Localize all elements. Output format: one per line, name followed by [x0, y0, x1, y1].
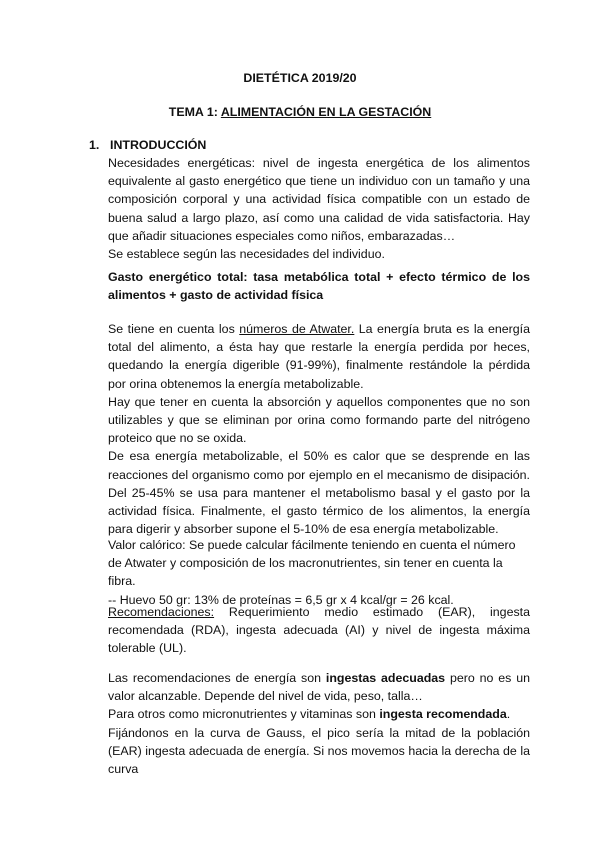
gasto-heading: Gasto energético total: tasa metabólica total + efecto térmico de los alimentos + gasto de actividad física — [108, 270, 530, 303]
valor-paragraph: Valor calórico: Se puede calcular fácilmente teniendo en cuenta el número de Atwater y composición de los macronutrientes, sin tener en cuenta la fibra. — [108, 538, 516, 589]
intro-block — [108, 154, 530, 263]
ingestas-block — [108, 669, 530, 778]
topic-prefix: TEMA 1: — [168, 105, 221, 119]
topic-title — [0, 105, 600, 119]
absorcion-paragraph: Hay que tener en cuenta la absorción y aquellos componentes que no son utilizables y que se eliminan por orina como formando parte del nitrógeno proteico que no se oxida. — [108, 394, 530, 446]
recomendaciones-text: Requerimiento medio estimado (EAR), ingesta recomendada (RDA), ingesta adecuada (AI) y nivel de ingesta máxima tolerable (UL). — [108, 605, 530, 656]
metabolizable-paragraph: De esa energía metabolizable, el 50% es calor que se desprende en las reacciones del organismo como por ejemplo en el mecanismo de disipación. Del 25-45% se usa para mantener el metabolismo basal y el gasto por la actividad física. Finalmente, el gasto térmico de los alimentos, la energía para digerir y absorber supone el 5-10% de esa energía metabolizable. — [108, 449, 530, 537]
intro-note: Se establece según las necesidades del individuo. — [108, 247, 385, 262]
energia-paragraph — [108, 669, 530, 705]
recomendaciones-label: Recomendaciones: — [108, 605, 215, 619]
section-title: INTRODUCCIÓN — [110, 138, 207, 152]
energia-pre: Las recomendaciones de energía son — [108, 671, 326, 685]
atwater-pre: Se tiene en cuenta los — [108, 322, 240, 336]
atwater-post: La energía bruta es la energía total del alimento, a ésta hay que restarle la energía perdida por heces, quedando la energía digerible (91-99%), finalmente restándole la pérdida por orina obtenemos la energía metabolizable. — [108, 322, 531, 391]
topic-name: ALIMENTACIÓN EN LA GESTACIÓN — [220, 105, 432, 119]
micro-pre: Para otros como micronutrientes y vitaminas son — [108, 707, 380, 722]
section-heading — [89, 138, 206, 152]
gauss-paragraph: Fijándonos en la curva de Gauss, el pico sería la mitad de la población (EAR) ingesta adecuada de energía. Si nos movemos hacia la derecha de la curva — [108, 725, 530, 777]
micro-bold: ingesta recomendada — [379, 707, 507, 722]
energia-post: pero no es un valor alcanzable. Depende del nivel de vida, peso, talla… — [108, 671, 530, 704]
section-number: 1. — [89, 138, 100, 152]
atwater-paragraph — [108, 320, 530, 393]
recomendaciones-block — [108, 603, 530, 658]
atwater-link: números de Atwater. — [239, 322, 355, 336]
huevo-example: -- Huevo 50 gr: 13% de proteínas = 6,5 gr x 4 kcal/gr = 26 kcal. — [108, 592, 454, 607]
micro-post: . — [506, 707, 511, 722]
energia-bold: ingestas adecuadas — [325, 671, 446, 685]
course-title: DIETÉTICA 2019/20 — [243, 71, 357, 85]
micro-paragraph — [108, 705, 530, 723]
recomendaciones-paragraph — [108, 603, 530, 658]
valor-block — [108, 536, 530, 609]
intro-paragraph: Necesidades energéticas: nivel de ingesta energética de los alimentos equivalente al gasto energético que tiene un individuo con un tamaño y una composición corporal y una actividad física compatible con un estado de buena salud a largo plazo, así como una calidad de vida satisfactoria. Hay que añadir situaciones especiales como niños, embarazadas… — [108, 156, 530, 243]
atwater-block — [108, 320, 530, 538]
